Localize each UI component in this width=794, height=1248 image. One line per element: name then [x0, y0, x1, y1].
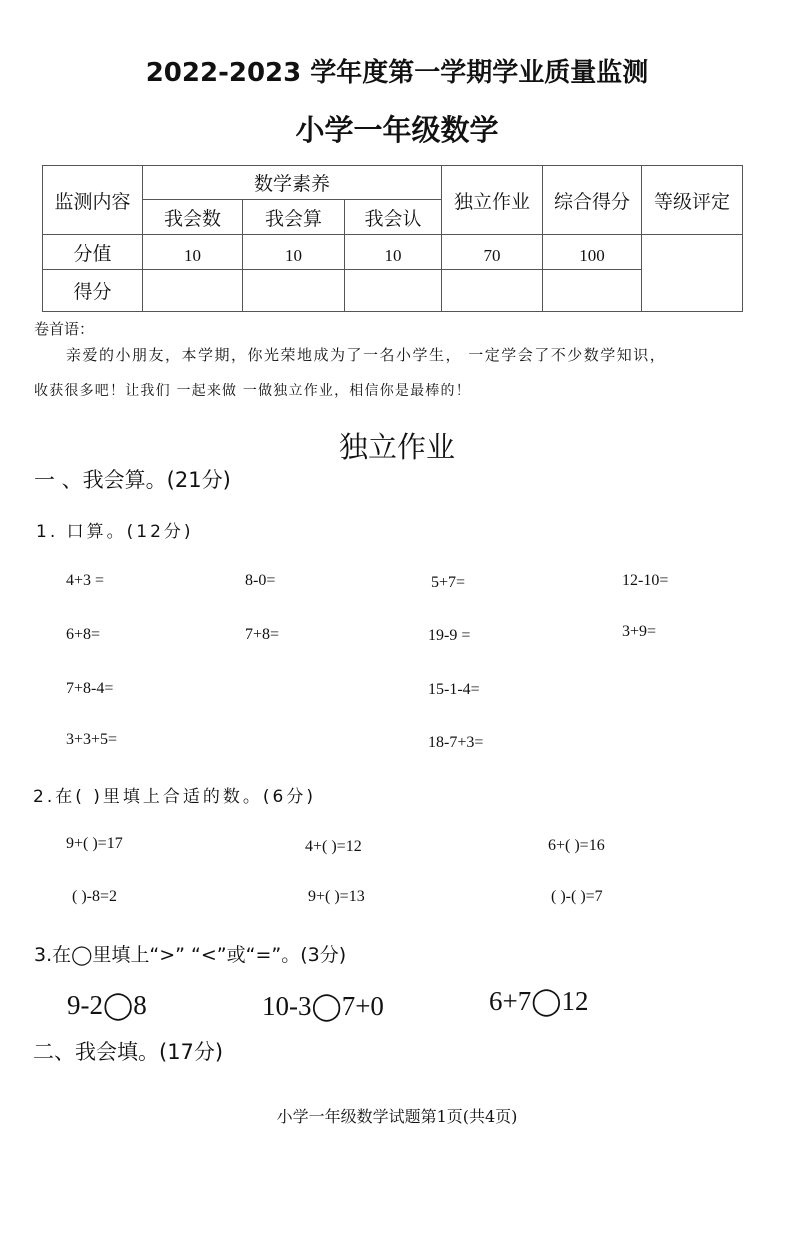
q1-item: 7+8=	[245, 626, 280, 643]
q3-title: 3.在◯里填上“>” “<”或“=”。(3分)	[34, 944, 347, 966]
score-calculate-cell[interactable]	[243, 270, 345, 312]
q3-item: 10-3◯7+0	[262, 991, 384, 1021]
row-label-points: 分值	[43, 235, 143, 270]
grade-cell[interactable]	[642, 235, 743, 312]
exam-title: 2022-2023 学年度第一学期学业质量监测	[145, 58, 649, 88]
preface-label: 卷首语：	[34, 320, 95, 338]
row-label-score: 得分	[43, 270, 143, 312]
section-title: 独立作业	[338, 430, 455, 464]
q2-item: 9+( )=13	[308, 888, 365, 905]
q2-item: 9+( )=17	[66, 835, 123, 852]
score-table	[42, 165, 743, 312]
points-count: 10	[143, 235, 243, 270]
q1-item: 5+7=	[431, 574, 466, 591]
q1-item: 6+8=	[66, 626, 101, 643]
points-recognize: 10	[345, 235, 442, 270]
score-count-cell[interactable]	[143, 270, 243, 312]
score-independent-cell[interactable]	[442, 270, 543, 312]
preface-line-1: 亲爱的小朋友，本学期，你光荣地成为了一名小学生， 一定学会了不少数学知识，	[66, 346, 667, 364]
q1-title: 1. 口算。(12分)	[36, 522, 194, 542]
points-independent: 70	[442, 235, 543, 270]
points-total: 100	[543, 235, 642, 270]
header-recognize: 我会认	[345, 200, 442, 235]
q2-item: 4+( )=12	[305, 838, 362, 855]
q2-item: ( )-( )=7	[551, 888, 603, 905]
q3-item: 9-2◯8	[67, 990, 147, 1020]
q1-item: 15-1-4=	[428, 681, 480, 698]
header-grade: 等级评定	[642, 166, 743, 235]
exam-subtitle: 小学一年级数学	[295, 113, 499, 147]
q1-item: 18-7+3=	[428, 734, 484, 751]
q1-item: 3+3+5=	[66, 731, 118, 748]
header-monitor-content: 监测内容	[43, 166, 143, 235]
header-total-score: 综合得分	[543, 166, 642, 235]
header-math-literacy: 数学素养	[143, 166, 442, 200]
q1-item: 8-0=	[245, 572, 276, 589]
header-calculate: 我会算	[243, 200, 345, 235]
q2-item: ( )-8=2	[72, 888, 118, 905]
score-total-cell[interactable]	[543, 270, 642, 312]
score-recognize-cell[interactable]	[345, 270, 442, 312]
q3-item: 6+7◯12	[489, 986, 589, 1016]
preface-line-2: 收获很多吧！让我们 一起来做 一做独立作业，相信你是最棒的！	[34, 383, 471, 399]
part2-title: 二、我会填。(17分)	[33, 1040, 224, 1064]
q1-item: 3+9=	[622, 623, 657, 640]
q2-item: 6+( )=16	[548, 837, 605, 854]
points-calculate: 10	[243, 235, 345, 270]
page-footer: 小学一年级数学试题第1页(共4页)	[276, 1107, 518, 1126]
q1-item: 7+8-4=	[66, 680, 114, 697]
q2-title: 2.在( )里填上合适的数。(6分)	[33, 787, 316, 807]
header-count: 我会数	[143, 200, 243, 235]
q1-item: 12-10=	[622, 572, 669, 589]
q1-item: 19-9 =	[428, 627, 471, 644]
header-independent-work: 独立作业	[442, 166, 543, 235]
part1-title: 一 、我会算。(21分)	[34, 468, 231, 492]
q1-item: 4+3 =	[66, 572, 105, 589]
